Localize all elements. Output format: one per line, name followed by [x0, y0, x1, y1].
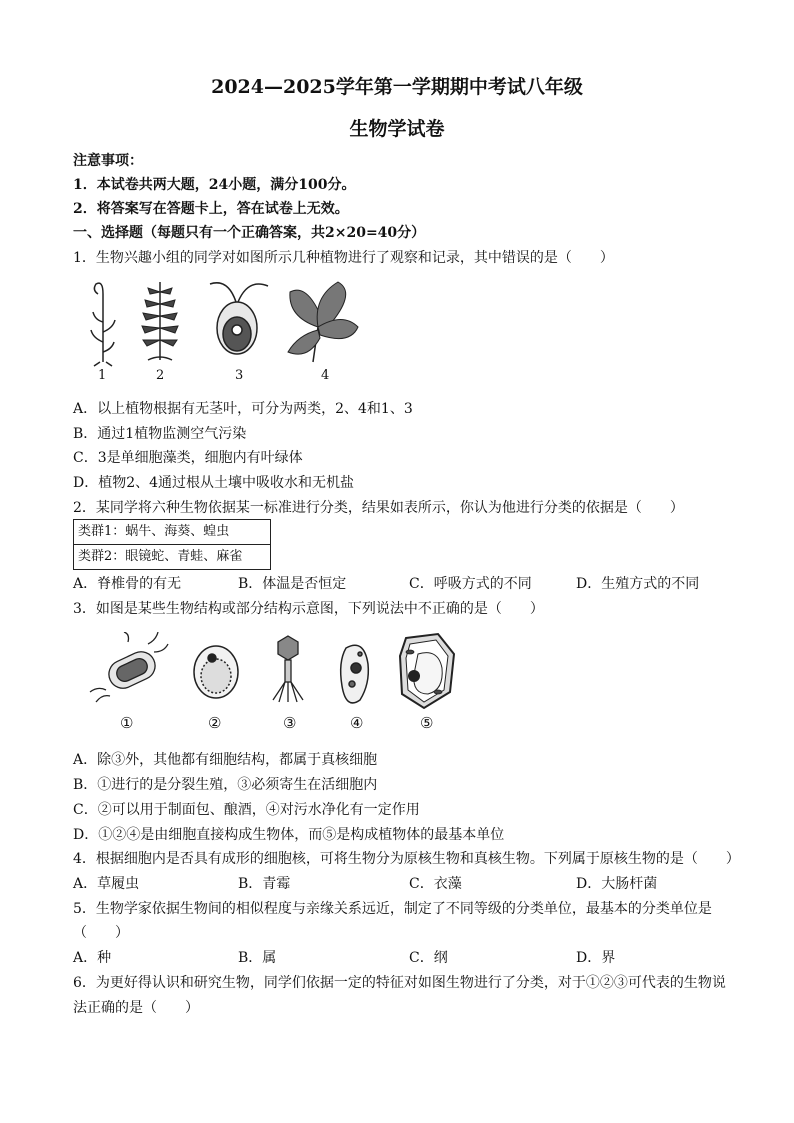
chlamydomonas-icon: [210, 283, 268, 354]
yeast-icon: [194, 646, 238, 698]
q5-option-d[interactable]: D．界: [576, 950, 616, 966]
q4-stem: 4．根据细胞内是否具有成形的细胞核，可将生物分为原核生物和真核生物。下列属于原核生物的是（ ）: [73, 851, 740, 867]
q2-options: [73, 573, 733, 593]
q3-stem: 3．如图是某些生物结构或部分结构示意图，下列说法中不正确的是（ ）: [73, 601, 544, 617]
plant-cell-icon: [400, 634, 454, 708]
q3-option-d[interactable]: D．①②④是由细胞直接构成生物体，而⑤是构成植物体的最基本单位: [73, 827, 505, 843]
q1-plant-figure: [78, 272, 378, 367]
q1-figure-label-3: 3: [235, 368, 244, 383]
virus-icon: [273, 636, 303, 702]
q5-stem-continued: （ ）: [73, 925, 129, 941]
fern-plant-icon: [142, 282, 178, 360]
q2-classification-table: [73, 519, 271, 570]
moss-plant-icon: [91, 283, 115, 366]
q3-figure-label-1: ①: [120, 714, 134, 732]
q4-options: [73, 873, 733, 893]
exam-title: 2024—2025学年第一学期期中考试八年级: [211, 76, 583, 98]
q3-option-a[interactable]: A．除③外，其他都有细胞结构，都属于真核细胞: [73, 752, 378, 768]
q4-option-c[interactable]: C．衣藻: [409, 876, 462, 892]
q4-option-d[interactable]: D．大肠杆菌: [576, 876, 658, 892]
q3-option-b[interactable]: B．①进行的是分裂生殖，③必须寄生在活细胞内: [73, 777, 378, 793]
q2-table-row-1: 类群1：蜗牛、海葵、蝗虫: [78, 524, 230, 539]
q3-figure-label-3: ③: [283, 714, 297, 732]
protozoan-icon: [341, 645, 369, 703]
exam-subtitle: 生物学试卷: [349, 118, 445, 140]
q1-figure-label-1: 1: [98, 368, 107, 383]
q6-stem: 6．为更好得认识和研究生物，同学们依据一定的特征对如图生物进行了分类，对于①②③可代表的生物说: [73, 975, 726, 991]
q1-figure-label-4: 4: [321, 368, 330, 383]
q6-stem-continued: 法正确的是（ ）: [73, 1000, 199, 1016]
notice-heading: 注意事项：: [73, 153, 143, 169]
q1-option-d[interactable]: D．植物2、4通过根从土壤中吸收水和无机盐: [73, 475, 355, 491]
bacterium-icon: [90, 632, 168, 702]
q3-organism-figure: [88, 632, 458, 712]
q1-stem: 1．生物兴趣小组的同学对如图所示几种植物进行了观察和记录，其中错误的是（ ）: [73, 250, 614, 266]
q1-option-c[interactable]: C．3是单细胞藻类，细胞内有叶绿体: [73, 450, 303, 466]
ginkgo-plant-icon: [288, 282, 358, 362]
q1-option-b[interactable]: B．通过1植物监测空气污染: [73, 426, 247, 442]
section-heading: 一、选择题（每题只有一个正确答案，共2×20=40分）: [73, 225, 426, 241]
q5-options: [73, 947, 733, 967]
notice-item-2: 2．将答案写在答题卡上，答在试卷上无效。: [73, 201, 349, 217]
q1-option-a[interactable]: A．以上植物根据有无茎叶，可分为两类，2、4和1、3: [73, 401, 413, 417]
q2-option-a[interactable]: A．脊椎骨的有无: [73, 576, 182, 592]
q3-figure-label-5: ⑤: [420, 714, 434, 732]
q5-option-c[interactable]: C．纲: [409, 950, 448, 966]
q3-figure-label-2: ②: [208, 714, 222, 732]
q1-figure-label-2: 2: [156, 368, 165, 383]
q2-option-c[interactable]: C．呼吸方式的不同: [409, 576, 532, 592]
q3-figure-label-4: ④: [350, 714, 364, 732]
q4-option-b[interactable]: B．青霉: [238, 876, 291, 892]
q5-option-a[interactable]: A．种: [73, 950, 112, 966]
q5-stem: 5．生物学家依据生物间的相似程度与亲缘关系远近，制定了不同等级的分类单位，最基本的分类单位是: [73, 901, 712, 917]
q5-option-b[interactable]: B．属: [238, 950, 277, 966]
q2-option-d[interactable]: D．生殖方式的不同: [576, 576, 700, 592]
q2-stem: 2．某同学将六种生物依据某一标准进行分类，结果如表所示，你认为他进行分类的依据是（ ）: [73, 500, 684, 516]
q4-option-a[interactable]: A．草履虫: [73, 876, 140, 892]
q2-option-b[interactable]: B．体温是否恒定: [238, 576, 347, 592]
q3-option-c[interactable]: C．②可以用于制面包、酿酒，④对污水净化有一定作用: [73, 802, 420, 818]
q2-table-row-2: 类群2：眼镜蛇、青蛙、麻雀: [74, 544, 270, 569]
notice-item-1: 1．本试卷共两大题，24小题，满分100分。: [73, 177, 356, 193]
